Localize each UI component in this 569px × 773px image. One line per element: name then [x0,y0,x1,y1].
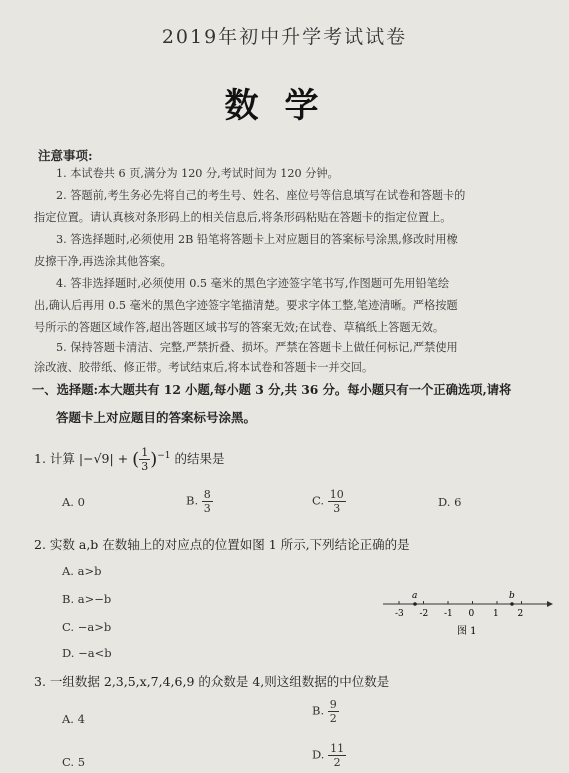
q1-abs-expr: |−√9| [78,451,114,466]
notice-line: 出,确认后再用 0.5 毫米的黑色字迹签字笔描清楚。要求字体工整,笔迹清晰。严格按题 [34,299,458,312]
arrow-icon [547,601,553,607]
point-b-label: b [509,591,515,601]
point-b [510,602,514,606]
number-line-tick-label: 0 [468,609,475,619]
q3-option-b: B. $\frac{9}{2}$ [312,698,337,725]
q1-option-c: C. $\frac{10}{3}$ [312,488,344,515]
figure-caption: 图 1 [457,626,477,637]
question-1: 1. 计算 |−√9| + ( $\frac{1}{3}$ )$^{-1}$ 的结果是 [34,446,225,473]
notice-line: 涂改液、胶带纸、修正带。考试结束后,将本试卷和答题卡一并交回。 [34,361,374,374]
subject-title: 数学 [224,86,345,126]
notice-line: 4. 答非选择题时,必须使用 0.5 毫米的黑色字迹签字笔书写,作图题可先用铅笔绘 [56,277,450,290]
number-line-tick-label: 1 [493,609,499,619]
notice-heading: 注意事项: [38,148,93,163]
q1-option-d: D. 6 [438,495,462,509]
q1-plus: + [117,451,129,466]
notice-line: 号所示的答题区域作答,超出答题区域书写的答案无效;在试卷、草稿纸上答题无效。 [34,321,445,334]
number-line-tick-label: 2 [517,609,524,619]
q1-option-a: A. 0 [62,495,85,509]
point-a [413,602,417,606]
notice-line: 2. 答题前,考生务必先将自己的考生号、姓名、座位号等信息填写在试卷和答题卡的 [56,189,466,202]
q3-option-a: A. 4 [62,712,85,726]
section-heading-cont: 答题卡上对应题目的答案标号涂黑。 [56,410,257,425]
q3-option-d: D. $\frac{11}{2}$ [312,742,345,769]
q2-option-d: D. −a<b [62,646,112,660]
point-a-label: a [412,591,418,601]
q2-option-b: B. a>−b [62,592,112,606]
number-line-figure [375,582,555,642]
number-line-tick-label: -2 [419,609,429,619]
q1-option-b: B. $\frac{8}{3}$ [186,488,211,515]
notice-line: 1. 本试卷共 6 页,满分为 120 分,考试时间为 120 分钟。 [56,167,339,180]
q2-option-a: A. a>b [62,564,102,578]
notice-line: 5. 保持答题卡清洁、完整,严禁折叠、损坏。严禁在答题卡上做任何标记,严禁使用 [56,341,458,354]
q1-suffix: 的结果是 [174,451,225,466]
question-2: 2. 实数 a,b 在数轴上的对应点的位置如图 1 所示,下列结论正确的是 [34,537,410,552]
notice-line: 3. 答选择题时,必须使用 2B 铅笔将答题卡上对应题目的答案标号涂黑,修改时用橡 [56,233,458,246]
exam-title: 2019年初中升学考试试卷 [161,26,408,48]
number-line-tick-label: -1 [444,609,453,619]
notice-line: 指定位置。请认真核对条形码上的相关信息后,将条形码粘贴在答题卡的指定位置上。 [34,211,452,224]
number-line-tick-label: -3 [395,609,404,619]
notice-line: 皮擦干净,再选涂其他答案。 [34,255,172,268]
section-heading: 一、选择题:本大题共有 12 小题,每小题 3 分,共 36 分。每小题只有一个正确选项,请将 [32,382,512,397]
q2-option-c: C. −a>b [62,620,112,634]
q1-prefix: 1. 计算 [34,451,75,466]
q1-exponent: −1 [157,450,171,461]
q1-fraction: $\frac{1}{3}$ [141,446,149,473]
q3-option-c: C. 5 [62,755,86,769]
question-3: 3. 一组数据 2,3,5,x,7,4,6,9 的众数是 4,则这组数据的中位数是 [34,674,390,689]
